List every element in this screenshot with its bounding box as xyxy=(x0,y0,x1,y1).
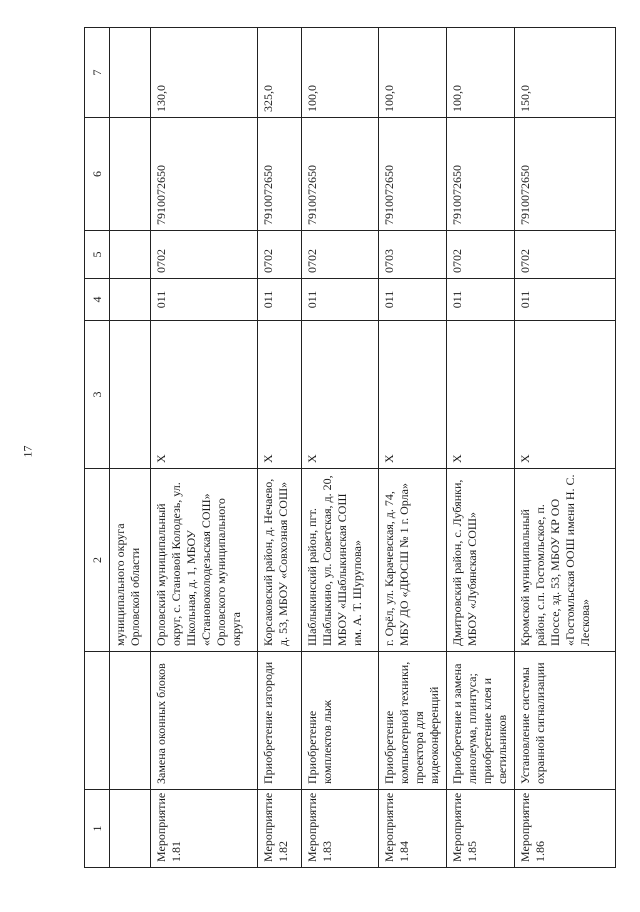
row-c7: 100,0 xyxy=(379,28,447,118)
row-address: Дмитровский район, с. Лубянки, МБОУ «Лубянская СОШ» xyxy=(447,469,515,652)
row-id: Мероприятие 1.86 xyxy=(514,790,615,868)
row-c4: 011 xyxy=(257,279,302,321)
header-cell: 6 xyxy=(85,118,110,231)
row-address: Орловский муниципальный округ, с. Становой Колодезь, ул. Школьная, д. 1, МБОУ «Становоколодезьская СОШ» Орловского муниципального округа xyxy=(150,469,257,652)
table-cell xyxy=(110,321,150,469)
table-row xyxy=(447,28,515,868)
row-c4: 011 xyxy=(514,279,615,321)
row-c3: X xyxy=(379,321,447,469)
row-c6: 7910072650 xyxy=(257,118,302,231)
row-c7: 100,0 xyxy=(302,28,379,118)
row-c5: 0702 xyxy=(447,231,515,279)
table-row xyxy=(302,28,379,868)
continuation-row xyxy=(110,28,150,868)
row-c3: X xyxy=(257,321,302,469)
row-c5: 0702 xyxy=(302,231,379,279)
table-cell xyxy=(110,28,150,118)
row-c5: 0703 xyxy=(379,231,447,279)
table-cell xyxy=(110,652,150,790)
row-c3: X xyxy=(302,321,379,469)
row-c4: 011 xyxy=(150,279,257,321)
row-id: Мероприятие 1.82 xyxy=(257,790,302,868)
row-id: Мероприятие 1.85 xyxy=(447,790,515,868)
header-cell xyxy=(85,652,110,790)
page-number: 17 xyxy=(20,445,35,458)
measures-table-rotated xyxy=(84,28,616,868)
row-c4: 011 xyxy=(379,279,447,321)
header-cell: 1 xyxy=(85,790,110,868)
row-c6: 7910072650 xyxy=(447,118,515,231)
table-row xyxy=(379,28,447,868)
row-address: г. Орёл, ул. Карачевская, д. 74, МБУ ДО «ДЮСШ № 1 г. Орла» xyxy=(379,469,447,652)
row-c6: 7910072650 xyxy=(379,118,447,231)
table-cell xyxy=(110,231,150,279)
row-address: Кромской муниципальный район, с.п. Гостомльское, п. Шоссе, зд. 53, МБОУ КР ОО «Гостомльская ООШ имени Н. С. Лескова» xyxy=(514,469,615,652)
row-c5: 0702 xyxy=(150,231,257,279)
table-header-row xyxy=(85,28,110,868)
table-row xyxy=(257,28,302,868)
header-cell: 5 xyxy=(85,231,110,279)
table-row xyxy=(150,28,257,868)
header-cell: 4 xyxy=(85,279,110,321)
row-c7: 325,0 xyxy=(257,28,302,118)
row-name: Установление системы охранной сигнализации xyxy=(514,652,615,790)
row-name: Замена оконных блоков xyxy=(150,652,257,790)
row-address: Корсаковский район, д. Нечаево, д. 53, МБОУ «Совхозная СОШ» xyxy=(257,469,302,652)
row-c7: 130,0 xyxy=(150,28,257,118)
row-c6: 7910072650 xyxy=(150,118,257,231)
table-row xyxy=(514,28,615,868)
row-c5: 0702 xyxy=(257,231,302,279)
row-c7: 150,0 xyxy=(514,28,615,118)
row-c4: 011 xyxy=(447,279,515,321)
row-id: Мероприятие 1.84 xyxy=(379,790,447,868)
header-cell: 3 xyxy=(85,321,110,469)
row-name: Приобретение компьютерной техники, проектора для видеоконференций xyxy=(379,652,447,790)
table-cell xyxy=(110,790,150,868)
row-c3: X xyxy=(447,321,515,469)
header-cell: 2 xyxy=(85,469,110,652)
row-c3: X xyxy=(150,321,257,469)
continuation-text: муниципального округа Орловской области xyxy=(110,469,150,652)
row-name: Приобретение комплектов лыж xyxy=(302,652,379,790)
row-id: Мероприятие 1.83 xyxy=(302,790,379,868)
row-name: Приобретение и замена линолеума, плинтуса; приобретение клея и светильников xyxy=(447,652,515,790)
row-c4: 011 xyxy=(302,279,379,321)
row-c6: 7910072650 xyxy=(302,118,379,231)
table-cell xyxy=(110,279,150,321)
table-cell xyxy=(110,118,150,231)
row-id: Мероприятие 1.81 xyxy=(150,790,257,868)
row-c5: 0702 xyxy=(514,231,615,279)
measures-table xyxy=(84,27,616,868)
row-c6: 7910072650 xyxy=(514,118,615,231)
row-c7: 100,0 xyxy=(447,28,515,118)
row-name: Приобретение изгороди xyxy=(257,652,302,790)
row-c3: X xyxy=(514,321,615,469)
row-address: Шаблыкинский район, пгт. Шаблыкино, ул. Советская, д. 20, МБОУ «Шаблыкинская СОШ им. А. Т. Шурупова» xyxy=(302,469,379,652)
header-cell: 7 xyxy=(85,28,110,118)
